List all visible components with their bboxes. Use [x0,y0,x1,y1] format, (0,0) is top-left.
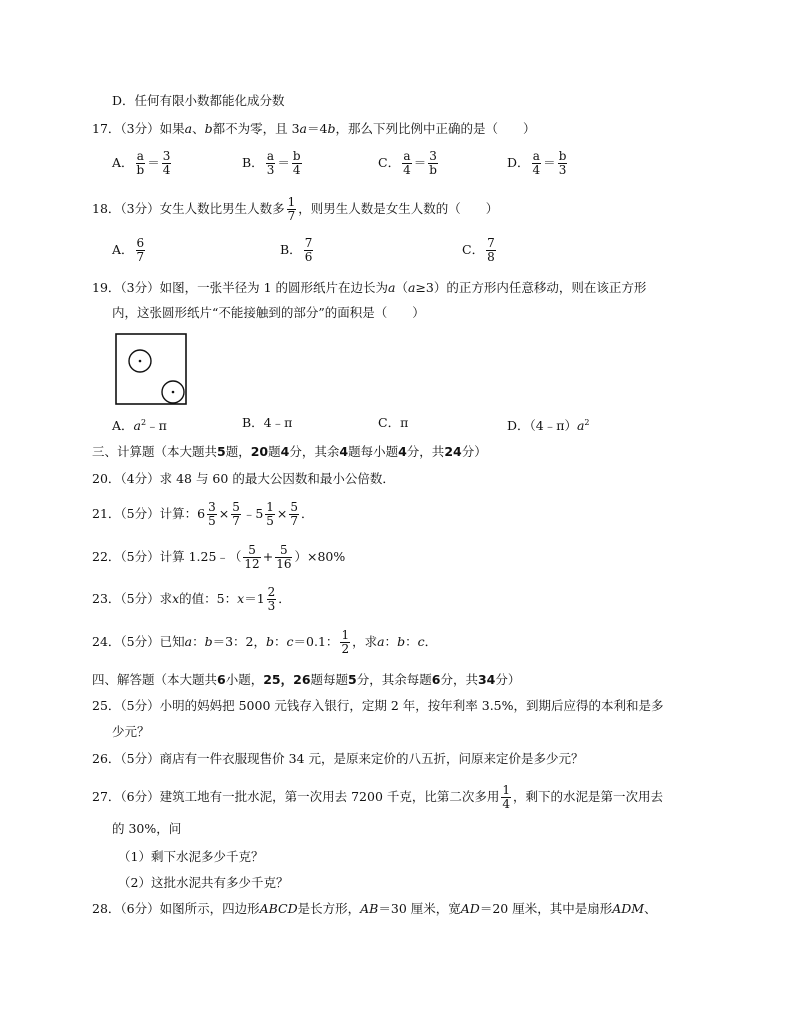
q19-cond: ≥3）的正方形内任意移动，则在该正方形 [415,280,647,295]
numerator: 5 [290,500,299,514]
heading-num: 6 [431,672,441,687]
colon: ： [384,634,398,649]
q22-end: ）×80% [294,549,346,564]
var-a: a [407,280,416,295]
denominator: 7 [290,514,299,528]
plus-sign: + [262,549,274,564]
heading-text: 分，共 [440,672,478,687]
numerator: 1 [341,628,350,642]
square-with-circles-figure [115,333,187,405]
var-ab: AB [360,901,379,916]
heading-text: 题每题 [310,672,349,687]
heading-text: 分，共 [406,444,445,459]
q18-stem: 18．（3分）女生人数比男生人数多 [92,201,285,216]
fraction [501,784,511,811]
var-b: b [204,121,213,136]
option-label: D． [507,155,530,170]
numerator: a [136,149,144,163]
var-a: a [299,121,307,136]
q18-option-a [112,237,147,264]
fraction [304,237,314,264]
heading-num: 4 [398,444,407,459]
numerator: 1 [266,500,274,514]
option-label: A． [112,242,134,257]
heading-num: 5 [217,444,226,459]
q28-text: ＝20 厘米，其中是扇形 [479,901,613,916]
fraction [207,501,217,528]
question-18 [92,196,498,223]
q24-mid: ，求 [352,634,378,649]
times-sign: × [276,506,288,521]
option-label: A． [112,418,134,434]
q19-line-2: 内，这张圆形纸片“不能接触到的部分”的面积是（ ） [112,305,425,320]
question-28 [92,900,657,918]
fraction [532,150,542,177]
var-b: b [204,634,213,649]
equals-sign: ＝ [413,155,427,170]
var-x: x [172,591,180,606]
q28-text: ＝30 厘米，宽 [378,901,461,916]
fraction [267,586,277,613]
q17-end: ，那么下列比例中正确的是（ ） [335,121,536,136]
question-20: 20．（4分）求 48 与 60 的最大公因数和最小公倍数． [92,471,395,486]
exponent: 2 [584,418,590,427]
numerator: 1 [287,195,296,209]
denominator: 12 [244,557,260,571]
fraction [162,150,172,177]
minus-term: ﹣5 [242,506,264,521]
q18-option-b [280,237,315,264]
denominator: 2 [341,642,350,656]
q17-eq: ＝4 [306,121,328,136]
heading-num: 5 [348,672,357,687]
heading-num: 24 [444,444,462,459]
question-17 [92,120,535,138]
fraction [231,501,241,528]
heading-num: 4 [280,444,290,459]
heading-num: 4 [339,444,349,459]
q22-stem: 22．（5分）计算 1.25﹣（ [92,549,242,564]
heading-text: 题， [225,444,251,459]
option-text: D．（4﹣π） [507,418,577,434]
ratio-value: ＝0.1： [293,634,339,649]
var-c: c [417,634,425,649]
var-x: x [237,591,245,606]
heading-num: 20 [250,444,269,459]
var-b: b [327,121,336,136]
numerator: b [292,149,301,163]
denominator: 4 [162,163,171,177]
fraction [486,237,496,264]
option-label: A． [112,155,134,170]
heading-text: 题每小题 [348,444,399,459]
numerator: a [532,149,540,163]
section-3-heading [92,443,487,461]
question-19 [92,279,646,297]
fraction [275,544,292,571]
fraction [289,501,299,528]
q23-mid: 的值：5： [179,591,238,606]
colon: ： [405,634,418,649]
section-4-heading [92,671,520,689]
option-label: C． [378,155,401,170]
circle-center [172,391,175,394]
q25-line-2: 少元？ [112,724,150,739]
denominator: 3 [558,163,567,177]
q17-mid: 都不为零，且 3 [212,121,300,136]
var-a: a [388,280,396,295]
q17-stem: 17．（3分）如果 [92,121,185,136]
var-b: b [266,634,275,649]
denominator: b [429,163,437,177]
numerator: 5 [243,544,260,558]
question-21 [92,501,314,528]
q16-option-d: D．任何有限小数都能化成分数 [112,93,285,108]
numerator: 3 [162,149,171,163]
q17-option-b [242,150,304,177]
question-27 [92,784,663,811]
q28-stem: 28．（6分）如图所示，四边形 [92,901,260,916]
question-24 [92,629,437,656]
fraction [266,150,276,177]
equals-sign: ＝ [147,155,160,170]
period: ． [278,591,291,606]
q17-option-a [112,150,173,177]
denominator: 7 [136,250,145,264]
fraction [243,544,260,571]
circle-center [139,360,142,363]
denominator: 5 [266,514,274,528]
colon: ： [192,634,205,649]
denominator: 7 [287,209,296,223]
exponent: 2 [140,418,147,427]
fraction [428,150,438,177]
q19-option-c: C．π [378,415,409,430]
q24-stem: 24．（5分）已知 [92,634,185,649]
q27-sub-1: （1）剩下水泥多少千克？ [118,849,264,864]
q23-stem: 23．（5分）求 [92,591,173,606]
question-23 [92,586,291,613]
numerator: 6 [136,236,145,250]
numerator: 5 [232,500,240,514]
q28-text: 是长方形， [297,901,361,916]
q18-end: ，则男生人数是女生人数的（ ） [298,201,499,216]
fraction [402,150,412,177]
denominator: 4 [532,163,541,177]
q18-option-c [462,237,498,264]
q19-stem: 19．（3分）如图，一张半径为 1 的圆形纸片在边长为 [92,280,389,295]
q23-eq: ＝1 [244,591,265,606]
q19-option-d [507,414,590,435]
numerator: 5 [275,544,292,558]
q19-option-a [112,414,167,435]
fraction [558,150,568,177]
numerator: 1 [502,783,511,797]
denominator: 4 [403,163,411,177]
denominator: 8 [487,250,495,264]
q27-post: ，剩下的水泥是第一次用去 [513,789,664,804]
q27-line-2: 的 30%，问 [112,821,182,836]
heading-text: 分，其余 [289,444,340,459]
numerator: a [266,149,275,163]
numerator: 7 [487,236,495,250]
numerator: 2 [267,585,276,599]
times-sign: × [218,506,230,521]
ratio-value: ＝3：2， [212,634,266,649]
denominator: 16 [276,557,292,571]
heading-text: 四、解答题（本大题共 [92,672,218,687]
heading-text: 分，其余每题 [356,672,432,687]
q17-option-c [378,150,440,177]
option-text: ﹣π [146,418,167,434]
q19-option-b: B．4﹣π [242,415,293,430]
var-a: a [576,418,585,434]
numerator: b [558,149,567,163]
q28-end: 、 [644,901,657,916]
denominator: 3 [266,163,275,177]
denominator: b [136,163,145,177]
q17-sep: 、 [192,121,205,136]
var-a: a [377,634,385,649]
numerator: a [403,149,411,163]
var-ad: AD [460,901,480,916]
option-label: C． [462,242,485,257]
denominator: 4 [502,797,511,811]
option-label: B． [280,242,302,257]
period: ． [301,506,314,521]
denominator: 5 [208,514,216,528]
var-c: c [286,634,294,649]
heading-text: 分） [461,444,487,459]
fraction [292,150,302,177]
colon: ： [274,634,287,649]
heading-num: 6 [217,672,226,687]
heading-text: 题 [268,444,281,459]
equals-sign: ＝ [543,155,556,170]
var-adm: ADM [612,901,645,916]
question-26: 26．（5分）商店有一件衣服现售价 34 元，是原来定价的八五折，问原来定价是多少元？ [92,751,584,766]
var-a: a [133,418,141,434]
numerator: 3 [208,500,216,514]
var-abcd: ABCD [259,901,298,916]
period: ． [424,634,438,649]
heading-text: 三、计算题（本大题共 [92,444,218,459]
heading-num: 25，26 [263,672,311,687]
var-a: a [184,121,193,136]
fraction [136,150,146,177]
fraction [136,237,146,264]
q21-stem: 21．（5分）计算：6 [92,506,206,521]
heading-text: 分） [495,672,521,687]
fraction [287,196,297,223]
fraction [265,501,275,528]
var-b: b [397,634,406,649]
denominator: 7 [232,514,240,528]
denominator: 3 [267,599,276,613]
var-a: a [184,634,193,649]
q19-paren: （ [395,280,408,295]
denominator: 6 [304,250,313,264]
option-label: B． [242,155,264,170]
heading-text: 小题， [225,672,264,687]
equals-sign: ＝ [277,155,290,170]
question-25: 25．（5分）小明的妈妈把 5000 元钱存入银行，定期 2 年，按年利率 3.5%，到期后应得的本利和是多 [92,698,664,713]
numerator: 7 [304,236,313,250]
square-shape [116,334,186,404]
numerator: 3 [429,149,437,163]
question-22 [92,544,345,571]
q27-stem: 27．（6分）建筑工地有一批水泥，第一次用去 7200 千克，比第二次多用 [92,789,500,804]
q27-sub-2: （2）这批水泥共有多少千克？ [118,875,289,890]
heading-num: 34 [477,672,496,687]
q17-option-d [507,150,569,177]
fraction [340,629,350,656]
denominator: 4 [292,163,301,177]
